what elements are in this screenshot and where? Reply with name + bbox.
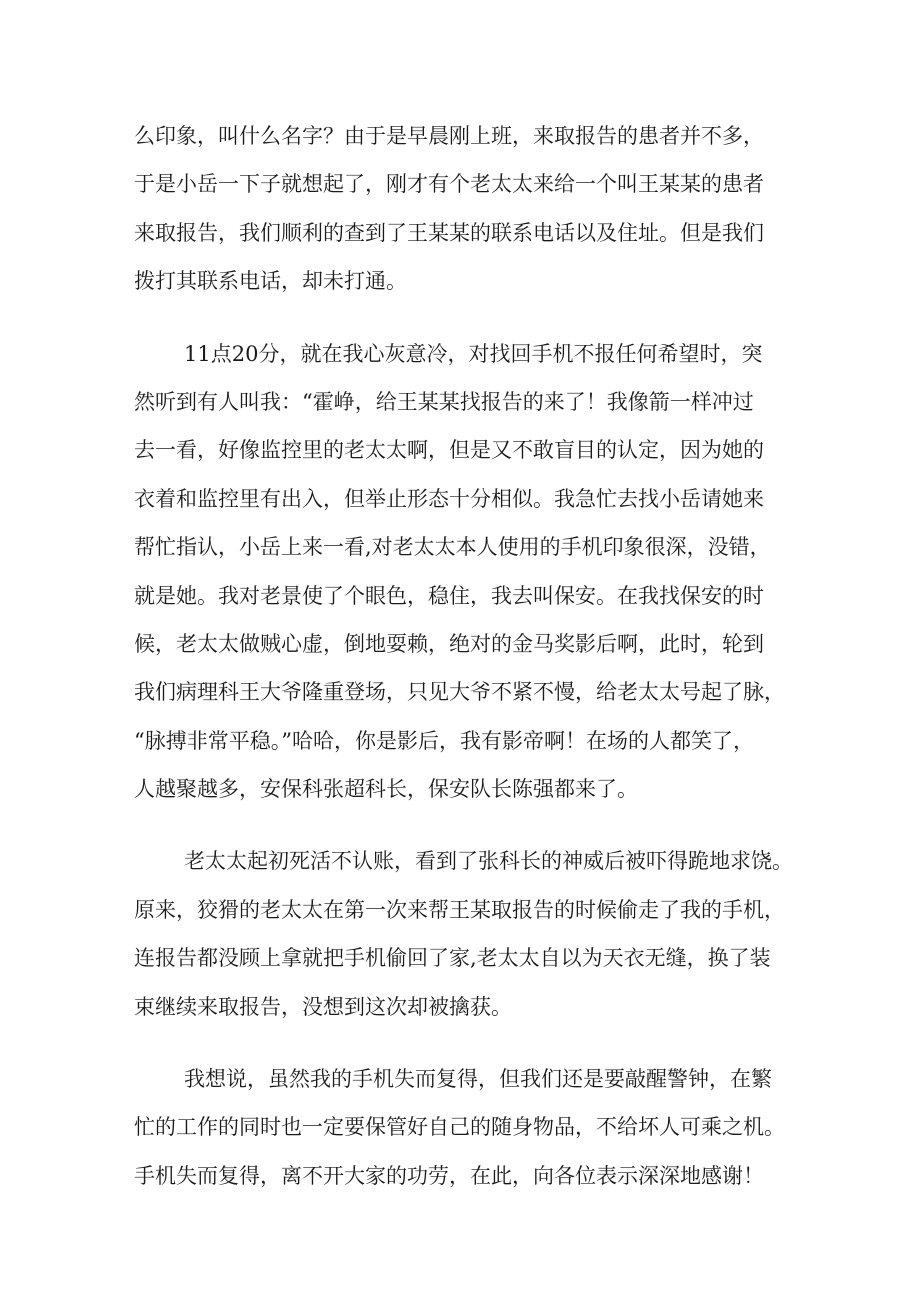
document-body bbox=[134, 112, 814, 1224]
text-line: 去一看，好像监控里的老太太啊，但是又不敢盲目的认定，因为她的 bbox=[134, 438, 764, 463]
text-line: 我们病理科王大爷隆重登场，只见大爷不紧不慢，给老太太号起了脉， bbox=[134, 680, 785, 705]
text-line: 于是小岳一下子就想起了，刚才有个老太太来给一个叫王某某的患者 bbox=[134, 172, 764, 197]
text-line: 我想说，虽然我的手机失而复得，但我们还是要敲醒警钟，在繁 bbox=[184, 1067, 772, 1092]
paragraph-3 bbox=[134, 837, 814, 1031]
paragraph-2 bbox=[134, 330, 814, 814]
text-line: 然听到有人叫我：“霍峥，给王某某找报告的来了！我像箭一样冲过 bbox=[134, 389, 754, 414]
text-line: 么印象，叫什么名字？由于是早晨刚上班，来取报告的患者并不多， bbox=[134, 124, 764, 148]
text-line: 忙的工作的同时也一定要保管好自己的随身物品，不给坏人可乘之机。 bbox=[134, 1115, 785, 1140]
text-line: 衣着和监控里有出入，但举止形态十分相似。我急忙去找小岳请她来 bbox=[134, 486, 764, 511]
text-line: 连报告都没顾上拿就把手机偷回了家,老太太自以为天衣无缝，换了装 bbox=[134, 946, 771, 971]
text-line: 老太太起初死活不认账，看到了张科长的神威后被吓得跪地求饶。 bbox=[184, 849, 793, 874]
paragraph-4 bbox=[134, 1055, 814, 1200]
text-line: 原来，狡猾的老太太在第一次来帮王某取报告的时候偷走了我的手机， bbox=[134, 897, 785, 922]
text-line: 拨打其联系电话，却未打通。 bbox=[134, 269, 407, 294]
text-line: 人越聚越多，安保科张超科长，保安队长陈强都来了。 bbox=[134, 777, 638, 802]
text-line: 帮忙指认，小岳上来一看,对老太太本人使用的手机印象很深，没错， bbox=[134, 535, 771, 560]
text-line: 手机失而复得，离不开大家的功劳，在此，向各位表示深深地感谢！ bbox=[134, 1163, 764, 1188]
text-line: 候，老太太做贼心虚，倒地耍赖，绝对的金马奖影后啊，此时，轮到 bbox=[134, 631, 764, 656]
text-line: 来取报告，我们顺利的查到了王某某的联系电话以及住址。但是我们 bbox=[134, 220, 764, 245]
paragraph-1 bbox=[134, 112, 814, 306]
text-line: 11点20分，就在我心灰意冷，对找回手机不报任何希望时，突 bbox=[184, 341, 763, 366]
text-line: 就是她。我对老景使了个眼色，稳住，我去叫保安。在我找保安的时 bbox=[134, 583, 764, 608]
text-line: “脉搏非常平稳。”哈哈，你是影后，我有影帝啊！在场的人都笑了， bbox=[134, 728, 754, 753]
text-line: 束继续来取报告，没想到这次却被擒获。 bbox=[134, 994, 512, 1019]
